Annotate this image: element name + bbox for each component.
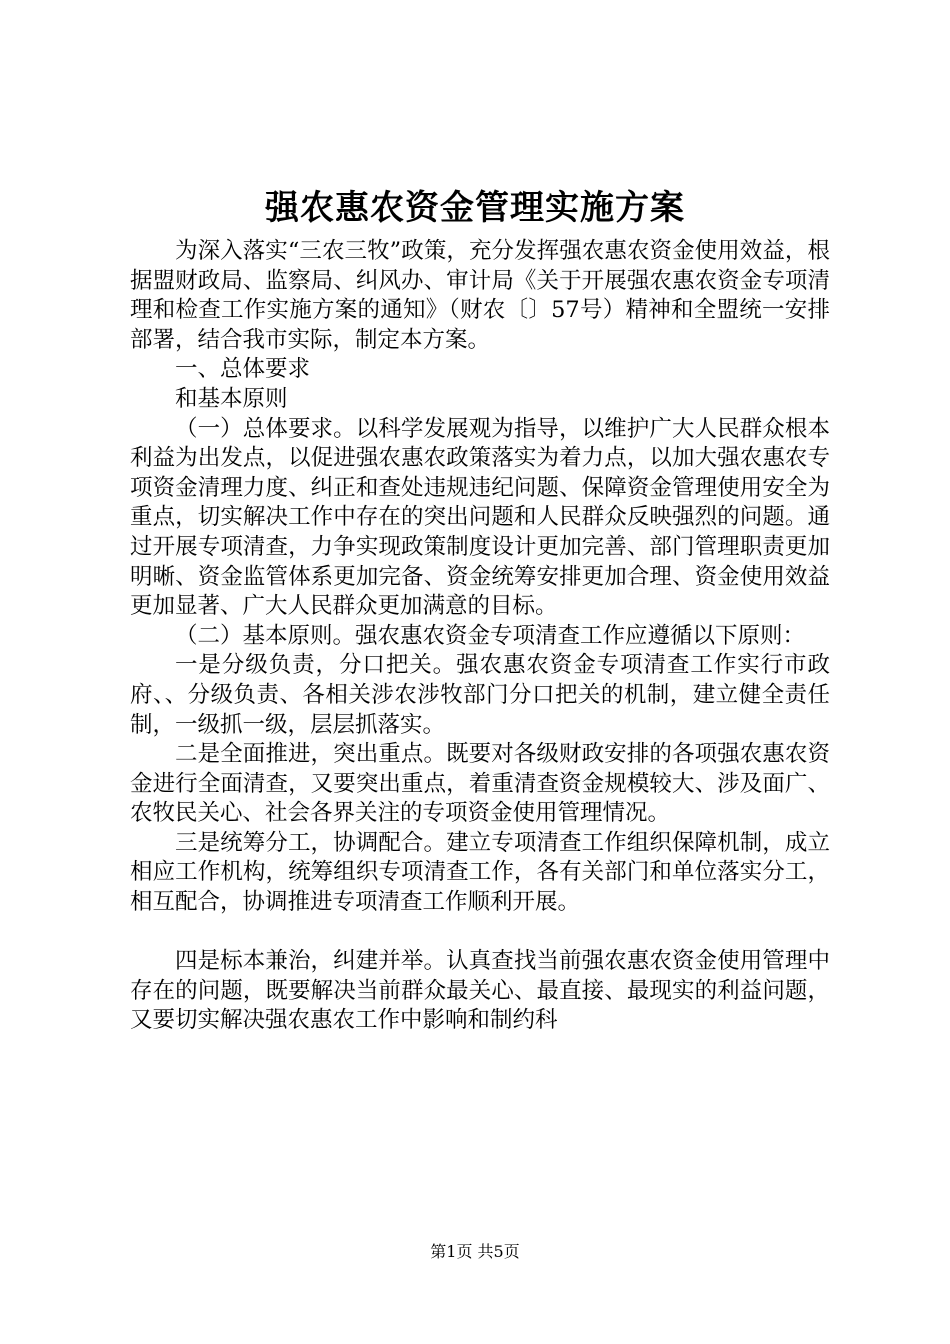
page-footer: 第1页 共5页 bbox=[430, 1242, 520, 1261]
document-title: 强农惠农资金管理实施方案 bbox=[265, 188, 685, 228]
paragraph-principle-4: 四是标本兼治，纠建并举。认真查找当前强农惠农资金使用管理中存在的问题，既要解决当前群众最关心、最直接、最现实的利益问题，又要切实解决强农惠农工作中影响和制约科 bbox=[130, 948, 830, 1034]
document-body bbox=[130, 237, 830, 1036]
intro-paragraph: 为深入落实“三农三牧”政策，充分发挥强农惠农资金使用效益，根据盟财政局、监察局、纠风办、审计局《关于开展强农惠农资金专项清理和检查工作实施方案的通知》（财农〔〕57号）精神和全盟统一安排部署，结合我市实际，制定本方案。 bbox=[130, 238, 830, 353]
paragraph-principle-3: 三是统筹分工，协调配合。建立专项清查工作组织保障机制，成立相应工作机构，统筹组织专项清查工作，各有关部门和单位落实分工，相互配合，协调推进专项清查工作顺利开展。 bbox=[130, 829, 830, 916]
paragraph-general-requirements: （一）总体要求。以科学发展观为指导，以维护广大人民群众根本利益为出发点，以促进强农惠农政策落实为着力点，以加大强农惠农专项资金清理力度、纠正和查处违规违纪问题、保障资金管理使用安全为重点，切实解决工作中存在的突出问题和人民群众反映强烈的问题。通过开展专项清查，力争实现政策制度设计更加完善、部门管理职责更加明晰、资金监管体系更加完备、资金统筹安排更加合理、资金使用效益更加显著、广大人民群众更加满意的目标。 bbox=[130, 415, 830, 620]
paragraph-principle-1: 一是分级负责，分口把关。强农惠农资金专项清查工作实行市政府、、分级负责、各相关涉农涉牧部门分口把关的机制，建立健全责任制，一级抓一级，层层抓落实。 bbox=[130, 652, 830, 738]
section-heading-continued: 和基本原则 bbox=[175, 385, 288, 412]
section-heading: 一、总体要求 bbox=[175, 356, 311, 383]
paragraph-basic-principles: （二）基本原则。强农惠农资金专项清查工作应遵循以下原则： bbox=[175, 622, 806, 649]
paragraph-principle-2: 二是全面推进，突出重点。既要对各级财政安排的各项强农惠农资金进行全面清查，又要突出重点，着重清查资金规模较大、涉及面广、农牧民关心、社会各界关注的专项资金使用管理情况。 bbox=[130, 741, 830, 827]
